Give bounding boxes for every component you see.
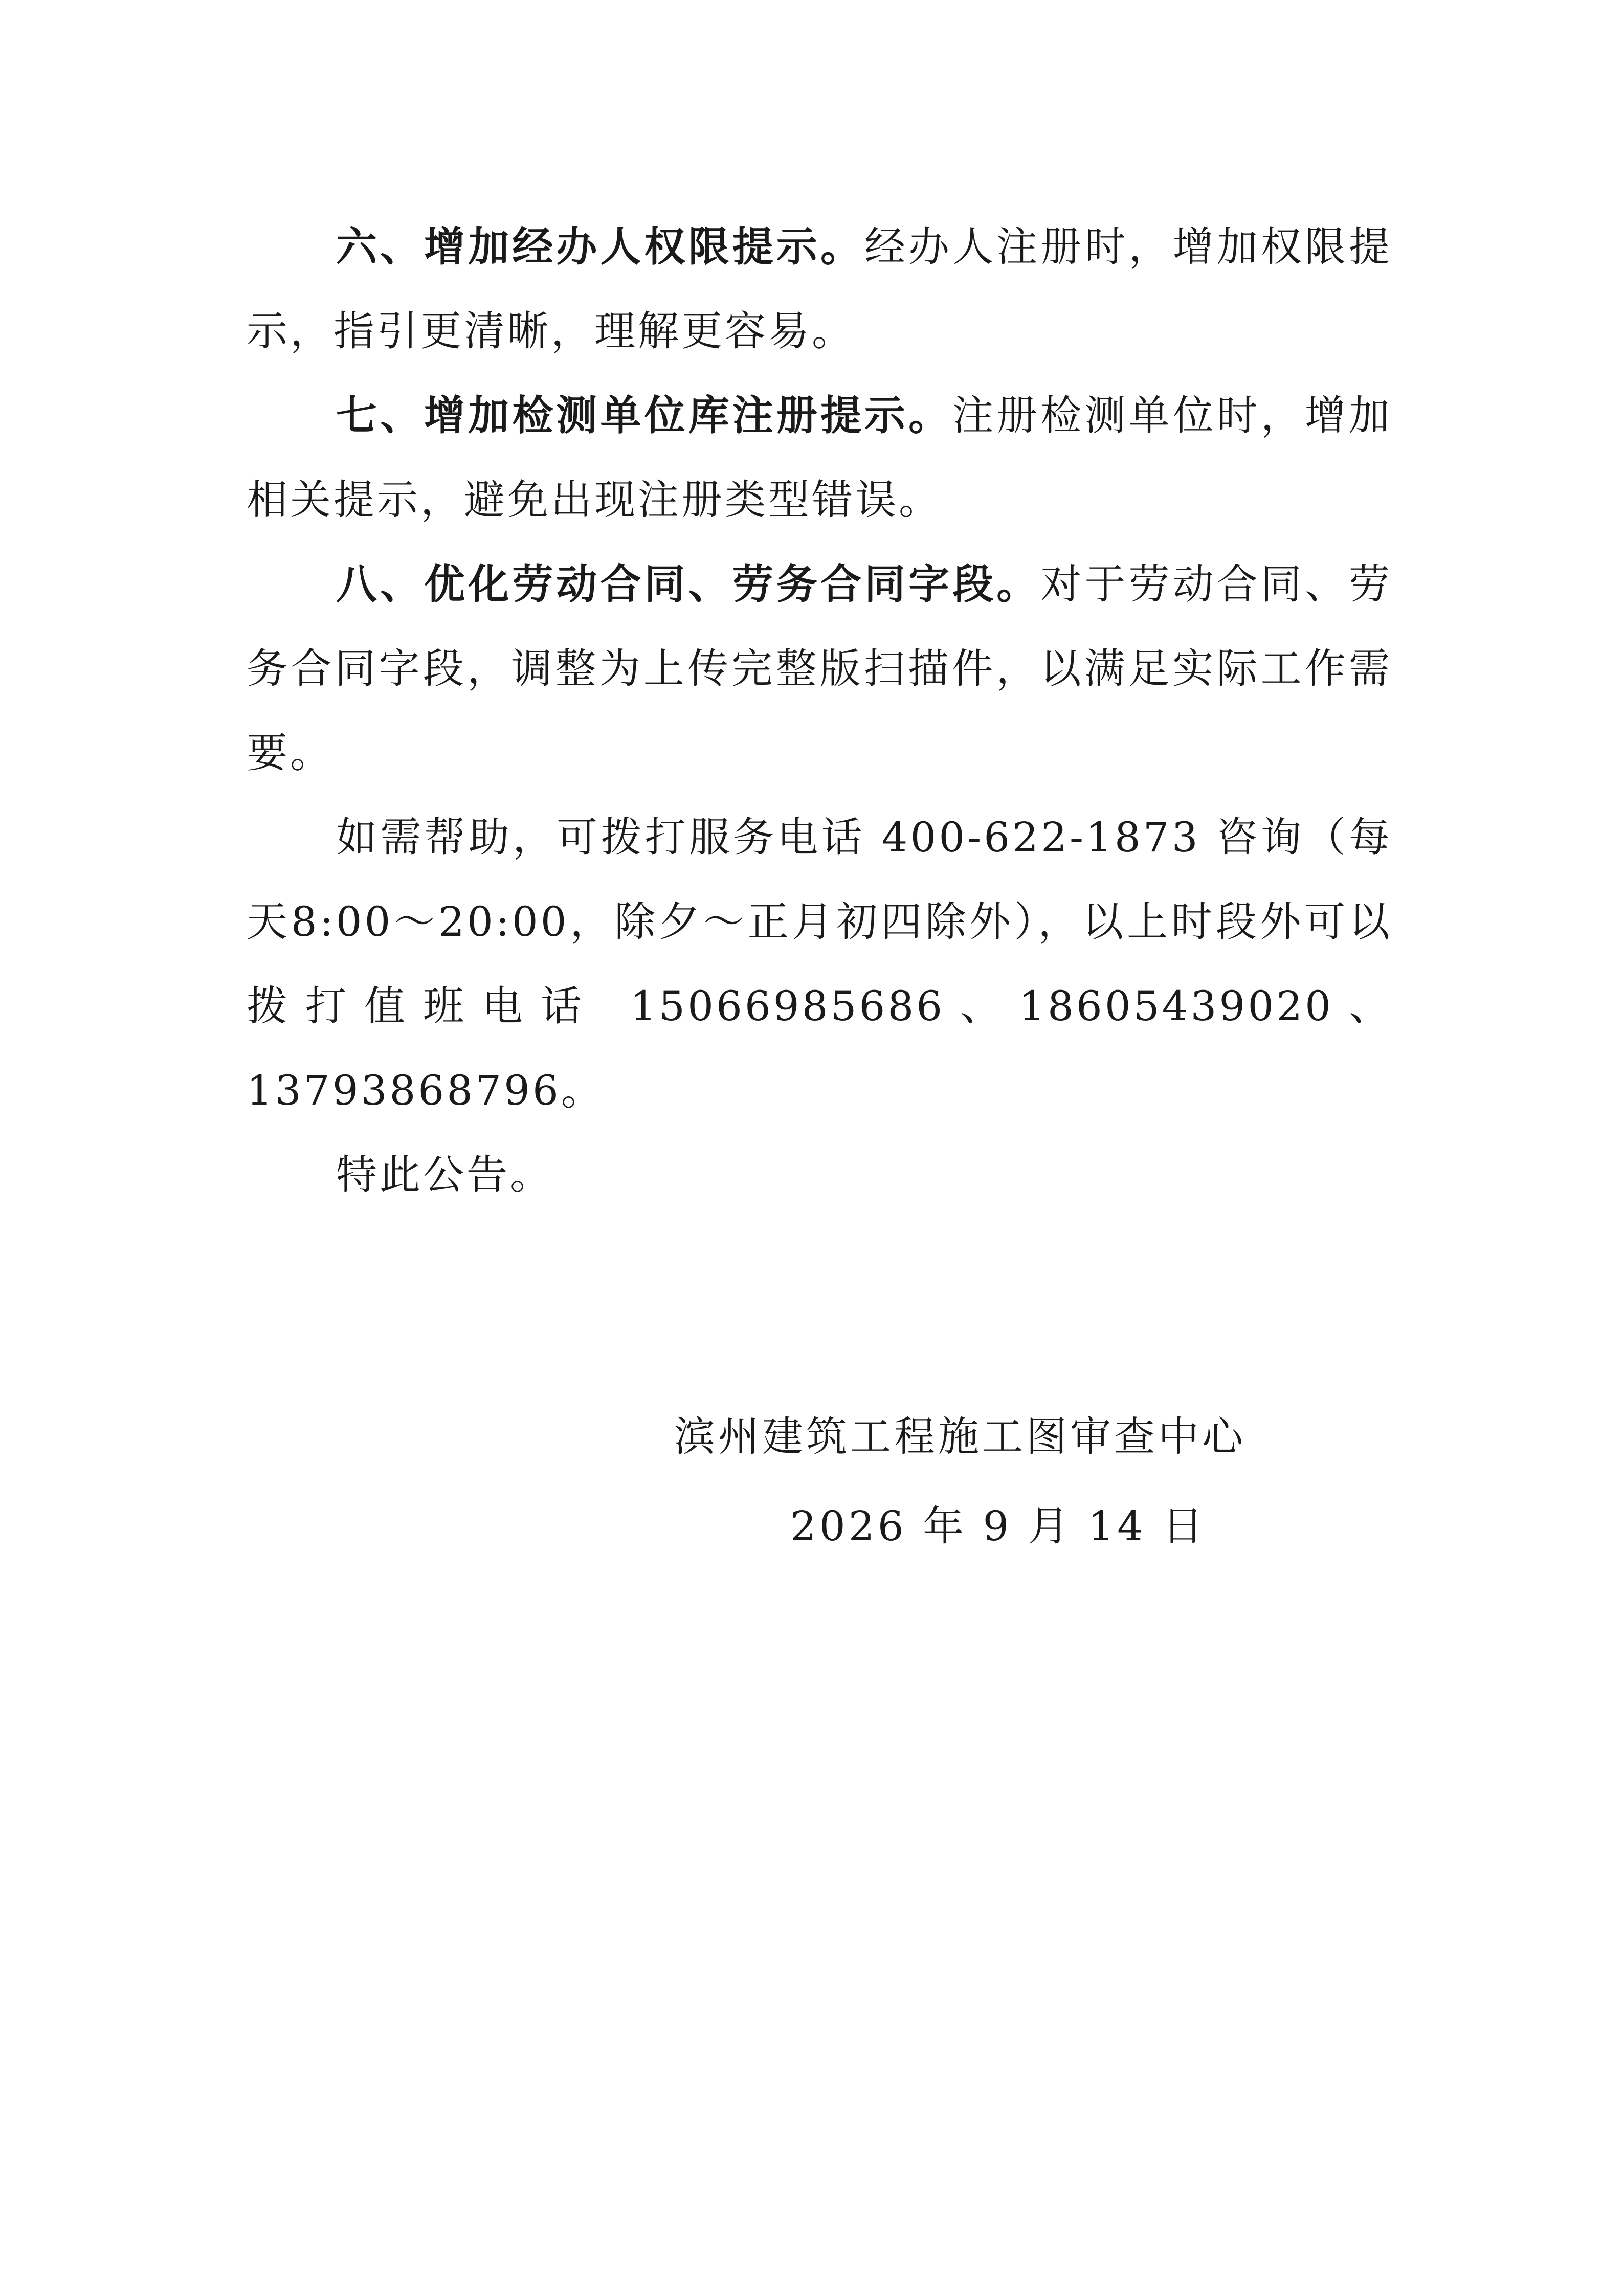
section-7-heading: 七、增加检测单位库注册提示。 (336, 392, 953, 439)
section-6-body: 经办人注册时，增加权限提示，指引更清晰，理解更容易。 (247, 223, 1393, 355)
section-8-heading: 八、优化劳动合同、劳务合同字段。 (336, 560, 1041, 608)
closing-statement: 特此公告。 (336, 1151, 553, 1199)
section-8-body: 对于劳动合同、劳务合同字段，调整为上传完整版扫描件，以满足实际工作需要。 (247, 560, 1392, 777)
section-8 (247, 542, 1392, 795)
signature-date: 2026 年 9 月 14 日 (790, 1502, 1207, 1550)
section-6-heading: 六、增加经办人权限提示。 (336, 223, 865, 271)
section-7-body: 注册检测单位时，增加相关提示，避免出现注册类型错误。 (247, 392, 1393, 524)
section-7 (247, 373, 1392, 542)
help-paragraph: 如需帮助，可拨打服务电话 400-622-1873 咨询（每天8:00～20:00，除夕～正月初四除外），以上时段外可以拨打值班电话 15066985686、18605439020、13793868796。 (247, 814, 1392, 1114)
section-6 (247, 205, 1392, 373)
signature-organization: 滨州建筑工程施工图审查中心 (674, 1413, 1246, 1460)
announcement-body (247, 205, 1392, 1217)
